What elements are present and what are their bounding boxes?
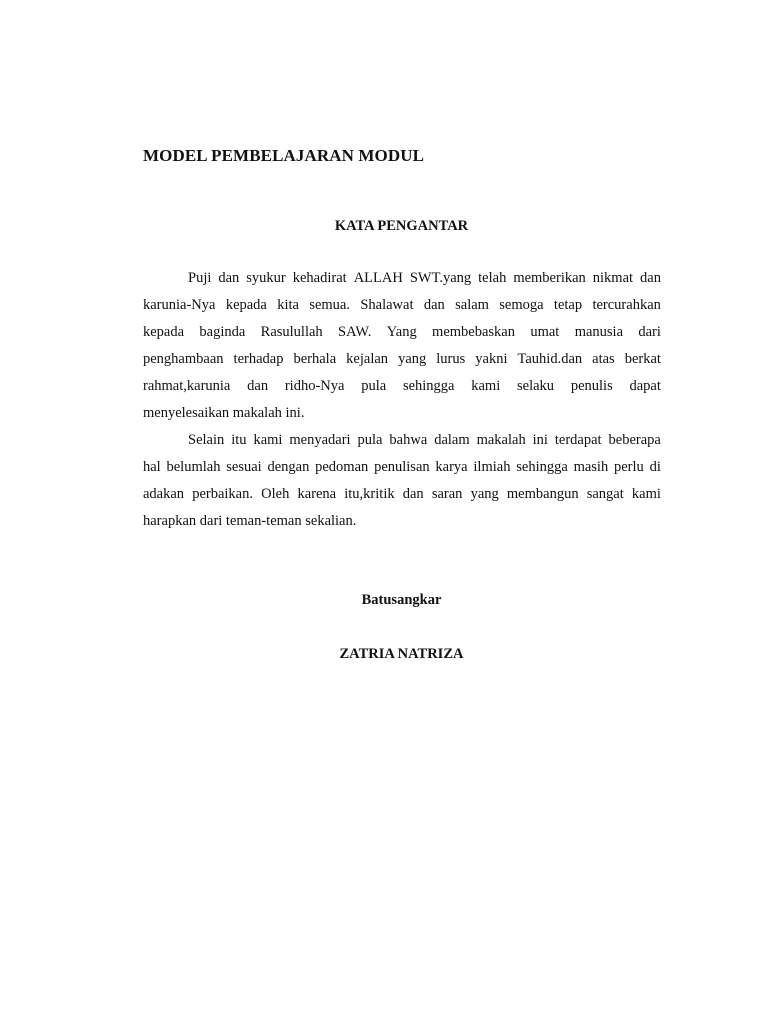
paragraph-line: Puji dan syukur kehadirat ALLAH SWT.yang telah memberikan nikmat dan	[188, 270, 661, 286]
paragraph-line: adakan perbaikan. Oleh karena itu,kritik dan saran yang membangun sangat kami	[143, 486, 661, 502]
paragraph-line: harapkan dari teman-teman sekalian.	[143, 513, 357, 529]
section-heading: KATA PENGANTAR	[334, 218, 469, 234]
paragraph-2	[143, 427, 661, 535]
paragraph-line: rahmat,karunia dan ridho-Nya pula sehingga kami selaku penulis dapat	[143, 378, 661, 394]
author-name: ZATRIA NATRIZA	[339, 646, 464, 662]
paragraph-line: penghambaan terhadap berhala kejalan yang lurus yakni Tauhid.dan atas berkat	[143, 351, 661, 367]
paragraph-line: karunia-Nya kepada kita semua. Shalawat dan salam semoga tetap tercurahkan	[143, 297, 661, 313]
paragraph-line: Selain itu kami menyadari pula bahwa dalam makalah ini terdapat beberapa	[188, 432, 661, 448]
paragraph-line: kepada baginda Rasulullah SAW. Yang membebaskan umat manusia dari	[143, 324, 661, 340]
place-label: Batusangkar	[361, 592, 442, 608]
body-text	[143, 265, 661, 535]
paragraph-line: hal belumlah sesuai dengan pedoman penulisan karya ilmiah sehingga masih perlu di	[143, 459, 661, 475]
paragraph-line: menyelesaikan makalah ini.	[143, 405, 305, 421]
document-title: MODEL PEMBELAJARAN MODUL	[143, 146, 425, 165]
paragraph-1	[143, 265, 661, 427]
